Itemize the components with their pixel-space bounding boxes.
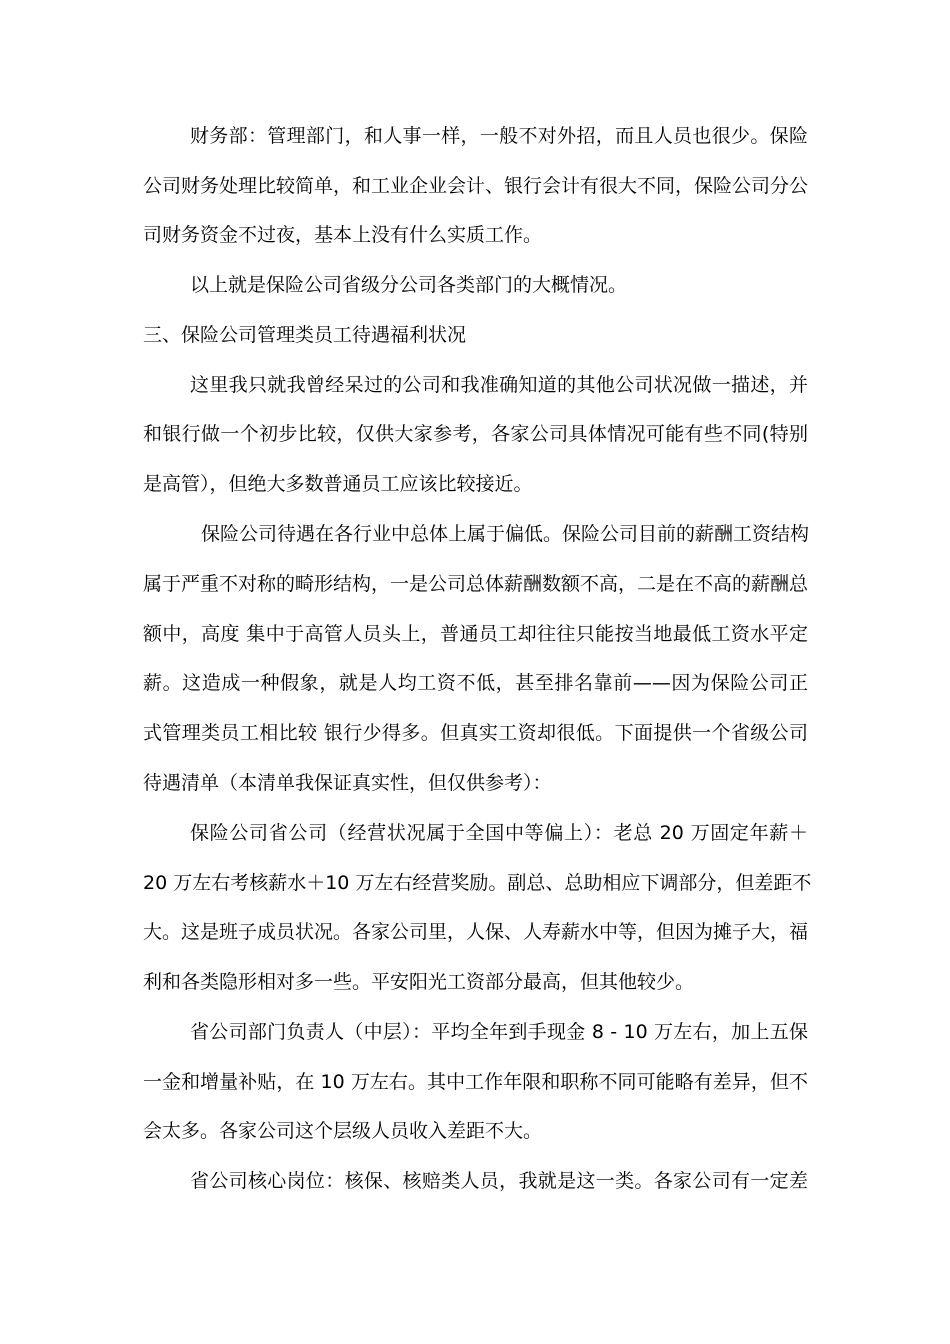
text-line: 薪。这造成一种假象，就是人均工资不低，甚至排名靠前——因为保险公司正 — [143, 672, 808, 694]
text-line: 会太多。各家公司这个层级人员收入差距不大。 — [143, 1120, 543, 1142]
text-line: 额中，高度 集中于高管人员头上，普通员工却往往只能按当地最低工资水平定 — [143, 623, 808, 645]
text-line: 司财务资金不过夜，基本上没有什么实质工作。 — [143, 224, 543, 246]
text-line: 利和各类隐形相对多一些。平安阳光工资部分最高，但其他较少。 — [143, 971, 695, 993]
text-line: 式管理类员工相比较 银行少得多。但真实工资却很低。下面提供一个省级公司 — [143, 722, 808, 744]
section-heading: 三、保险公司管理类员工待遇福利状况 — [143, 324, 467, 346]
text-line: 是高管），但绝大多数普通员工应该比较接近。 — [143, 473, 533, 495]
text-line: 这里我只就我曾经呆过的公司和我准确知道的其他公司状况做一描述，并 — [190, 374, 808, 396]
text-line: 大。这是班子成员状况。各家公司里，人保、人寿薪水中等，但因为摊子大，福 — [143, 921, 809, 943]
text-line: 省公司核心岗位：核保、核赔类人员，我就是这一类。各家公司有一定差 — [190, 1170, 808, 1192]
text-line: 省公司部门负责人（中层）：平均全年到手现金 8 - 10 万左右，加上五保 — [190, 1021, 808, 1043]
text-line: 待遇清单（本清单我保证真实性，但仅供参考）： — [143, 772, 552, 794]
text-line: 20 万左右考核薪水＋10 万左右经营奖励。副总、总助相应下调部分，但差距不 — [143, 872, 812, 894]
text-line: 财务部：管理部门，和人事一样，一般不对外招，而且人员也很少。保险 — [190, 125, 808, 147]
text-line: 和银行做一个初步比较，仅供大家参考，各家公司具体情况可能有些不同(特别 — [143, 423, 808, 445]
text-line: 保险公司待遇在各行业中总体上属于偏低。保险公司目前的薪酬工资结构 — [201, 523, 810, 545]
text-line: 属于严重不对称的畸形结构，一是公司总体薪酬数额不高，二是在不高的薪酬总 — [143, 573, 809, 595]
text-line: 一金和增量补贴，在 10 万左右。其中工作年限和职称不同可能略有差异，但不 — [143, 1071, 808, 1093]
text-line: 保险公司省公司（经营状况属于全国中等偏上）：老总 20 万固定年薪＋ — [190, 822, 808, 844]
text-line: 公司财务处理比较简单，和工业企业会计、银行会计有很大不同，保险公司分公 — [143, 175, 809, 197]
text-line: 以上就是保险公司省级分公司各类部门的大概情况。 — [190, 274, 628, 296]
